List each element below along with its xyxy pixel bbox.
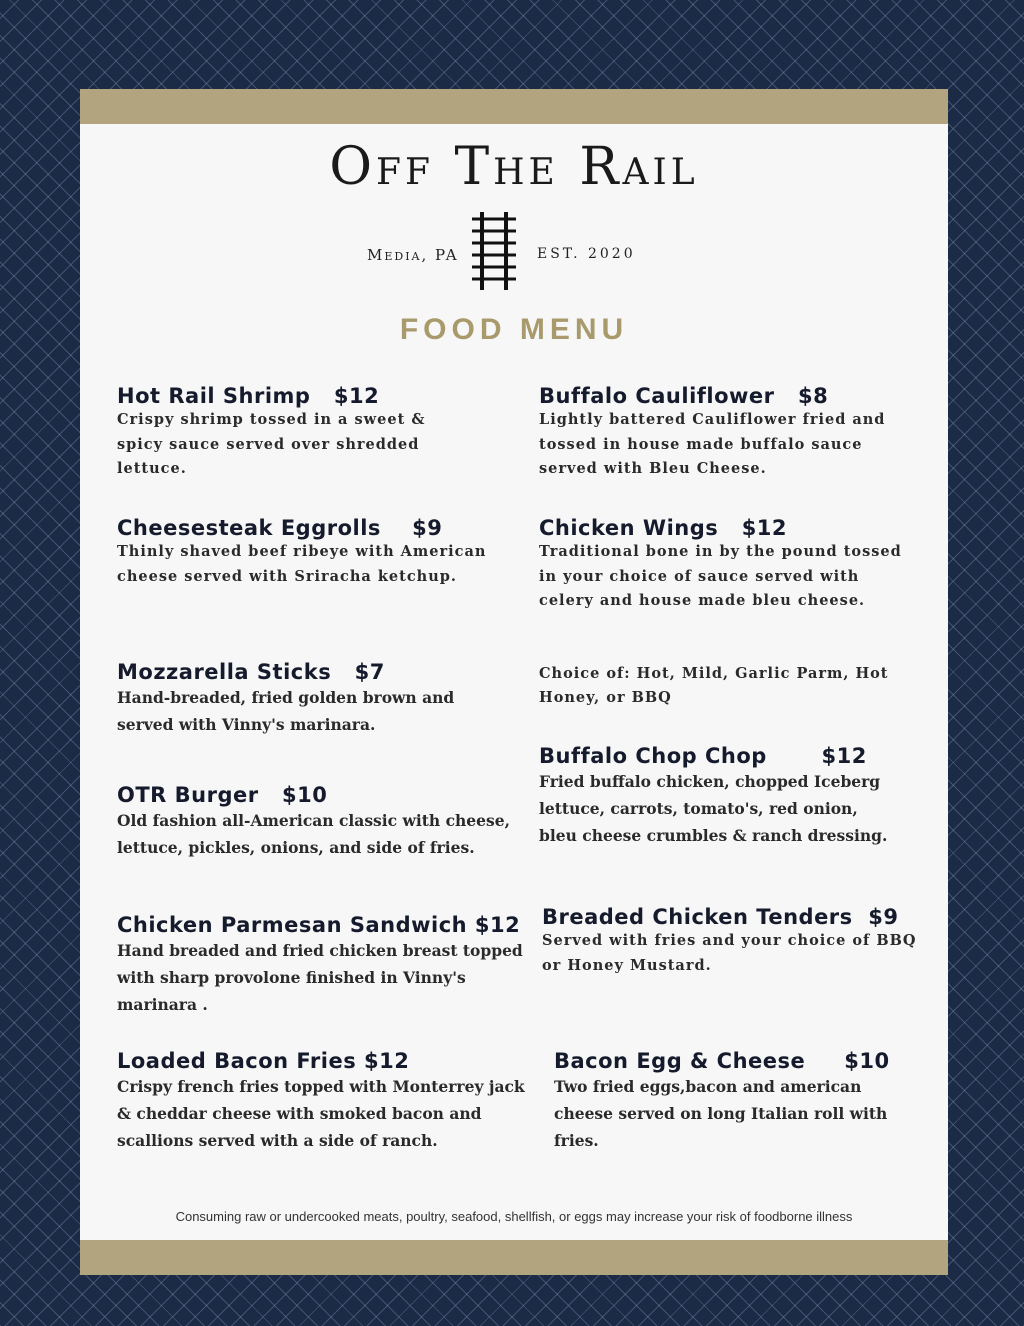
item-description: Thinly shaved beef ribeye with American cheese served with Sriracha ketchup. bbox=[117, 543, 487, 585]
item-name: Buffalo Chop Chop $12 bbox=[539, 744, 867, 768]
item-description: Hand-breaded, fried golden brown and served with Vinny's marinara. bbox=[117, 688, 455, 734]
item-description: Crispy french fries topped with Monterrey jack & cheddar cheese with smoked bacon and scallions served with a side of ranch. bbox=[117, 1077, 525, 1150]
item-description: Crispy shrimp tossed in a sweet & spicy sauce served over shredded lettuce. bbox=[117, 411, 426, 477]
menu-heading: FOOD MENU bbox=[399, 313, 629, 346]
item-description: Traditional bone in by the pound tossed in your choice of sauce served with celery and house made bleu cheese. bbox=[539, 543, 902, 609]
item-name: Hot Rail Shrimp $12 bbox=[117, 384, 380, 408]
item-description: Fried buffalo chicken, chopped Iceberg lettuce, carrots, tomato's, red onion, bleu cheese crumbles & ranch dressing. bbox=[539, 772, 888, 845]
item-name: Loaded Bacon Fries $12 bbox=[117, 1049, 410, 1073]
menu-item-otr-burger bbox=[117, 782, 517, 861]
item-name: Mozzarella Sticks $7 bbox=[117, 660, 385, 684]
item-description: Served with fries and your choice of BBQ or Honey Mustard. bbox=[542, 932, 917, 974]
item-description: Lightly battered Cauliflower fried and tossed in house made buffalo sauce served with Bleu Cheese. bbox=[539, 411, 886, 477]
location-text: Media, PA bbox=[367, 246, 459, 264]
item-name: OTR Burger $10 bbox=[117, 783, 328, 807]
item-name: Chicken Parmesan Sandwich $12 bbox=[117, 913, 521, 937]
established-text: EST. 2020 bbox=[537, 246, 636, 262]
menu-sheet bbox=[80, 89, 948, 1275]
menu-item-bacon-egg-cheese bbox=[554, 1048, 919, 1154]
bottom-gold-band bbox=[80, 1240, 948, 1275]
railroad-track-icon bbox=[468, 210, 520, 292]
menu-item-mozzarella-sticks bbox=[117, 659, 467, 738]
item-name: Breaded Chicken Tenders $9 bbox=[542, 905, 899, 929]
item-description: Two fried eggs,bacon and american cheese served on long Italian roll with fries. bbox=[554, 1077, 888, 1150]
wing-sauce-choices: Choice of: Hot, Mild, Garlic Parm, Hot Honey, or BBQ bbox=[539, 665, 889, 706]
top-gold-band bbox=[80, 89, 948, 124]
item-description: Hand breaded and fried chicken breast topped with sharp provolone finished in Vinny's marinara . bbox=[117, 941, 523, 1014]
item-description: Old fashion all-American classic with cheese, lettuce, pickles, onions, and side of fries. bbox=[117, 811, 510, 857]
menu-item-chicken-wings bbox=[539, 515, 909, 614]
menu-item-buffalo-cauliflower bbox=[539, 383, 919, 482]
menu-item-chicken-parmesan-sandwich bbox=[117, 912, 547, 1018]
food-safety-disclaimer: Consuming raw or undercooked meats, poultry, seafood, shellfish, or eggs may increase your risk of foodborne illness bbox=[175, 1209, 853, 1224]
menu-item-hot-rail-shrimp bbox=[117, 383, 457, 482]
menu-item-breaded-chicken-tenders bbox=[542, 904, 917, 978]
item-name: Bacon Egg & Cheese $10 bbox=[554, 1049, 890, 1073]
menu-item-loaded-bacon-fries bbox=[117, 1048, 537, 1154]
item-name: Buffalo Cauliflower $8 bbox=[539, 384, 829, 408]
menu-item-buffalo-chop-chop bbox=[539, 743, 894, 849]
item-name: Cheesesteak Eggrolls $9 bbox=[117, 516, 443, 540]
restaurant-name: Off The Rail bbox=[329, 137, 699, 197]
menu-item-cheesesteak-eggrolls bbox=[117, 515, 497, 589]
item-name: Chicken Wings $12 bbox=[539, 516, 788, 540]
